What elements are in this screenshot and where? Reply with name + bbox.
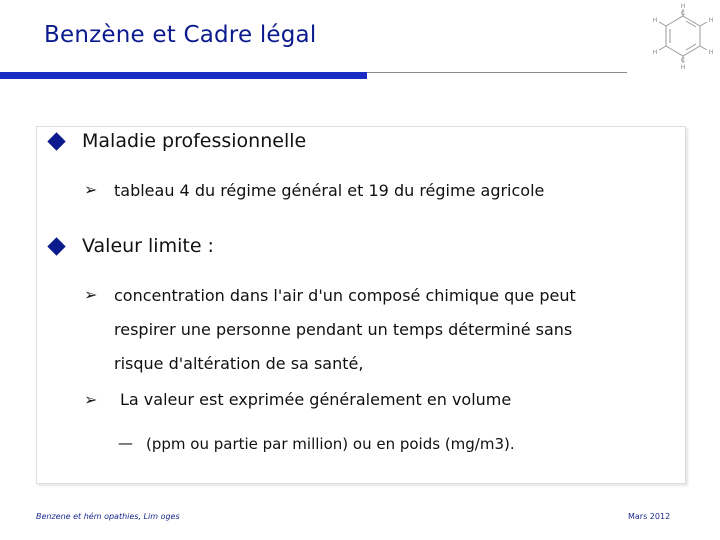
sub-bullet-tableau: tableau 4 du régime général et 19 du régime agricole: [114, 181, 545, 200]
logo-h-bottom: H: [680, 64, 686, 70]
title-underline-line: [367, 72, 627, 73]
arrow-bullet-icon: ➢: [84, 390, 98, 409]
bullet-valeur-limite: Valeur limite :: [82, 235, 214, 257]
sub-bullet-concentration-l3: risque d'altération de sa santé,: [114, 354, 364, 373]
footer-date: Mars 2012: [628, 512, 671, 521]
logo-h-bottom-left: H: [652, 49, 658, 56]
logo-c-bottom: C: [680, 57, 686, 64]
dash-item-ppm: (ppm ou partie par million) ou en poids (mg/m3).: [146, 435, 515, 453]
sub-bullet-concentration-l2: respirer une personne pendant un temps déterminé sans: [114, 320, 573, 339]
logo-c-top: C: [680, 10, 686, 17]
slide-title: Benzène et Cadre légal: [44, 22, 317, 48]
benzene-molecule-icon: [648, 2, 718, 70]
bullet-maladie-professionnelle: Maladie professionnelle: [82, 130, 307, 152]
footer-left-text: Benzene et hém opathies, Lim oges: [36, 512, 180, 521]
arrow-bullet-icon: ➢: [84, 180, 98, 199]
arrow-bullet-icon: ➢: [84, 285, 98, 304]
dash-bullet-icon: —: [118, 434, 133, 452]
logo-h-top-right: H: [708, 17, 714, 24]
sub-bullet-valeur-exprimee: La valeur est exprimée généralement en volume: [120, 390, 512, 409]
title-underline-bar: [0, 72, 367, 79]
sub-bullet-concentration-l1: concentration dans l'air d'un composé chimique que peut: [114, 286, 576, 305]
logo-h-bottom-right: H: [708, 49, 714, 56]
logo-h-top: H: [680, 3, 686, 10]
content-area: [36, 126, 686, 484]
logo-h-top-left: H: [652, 17, 658, 24]
